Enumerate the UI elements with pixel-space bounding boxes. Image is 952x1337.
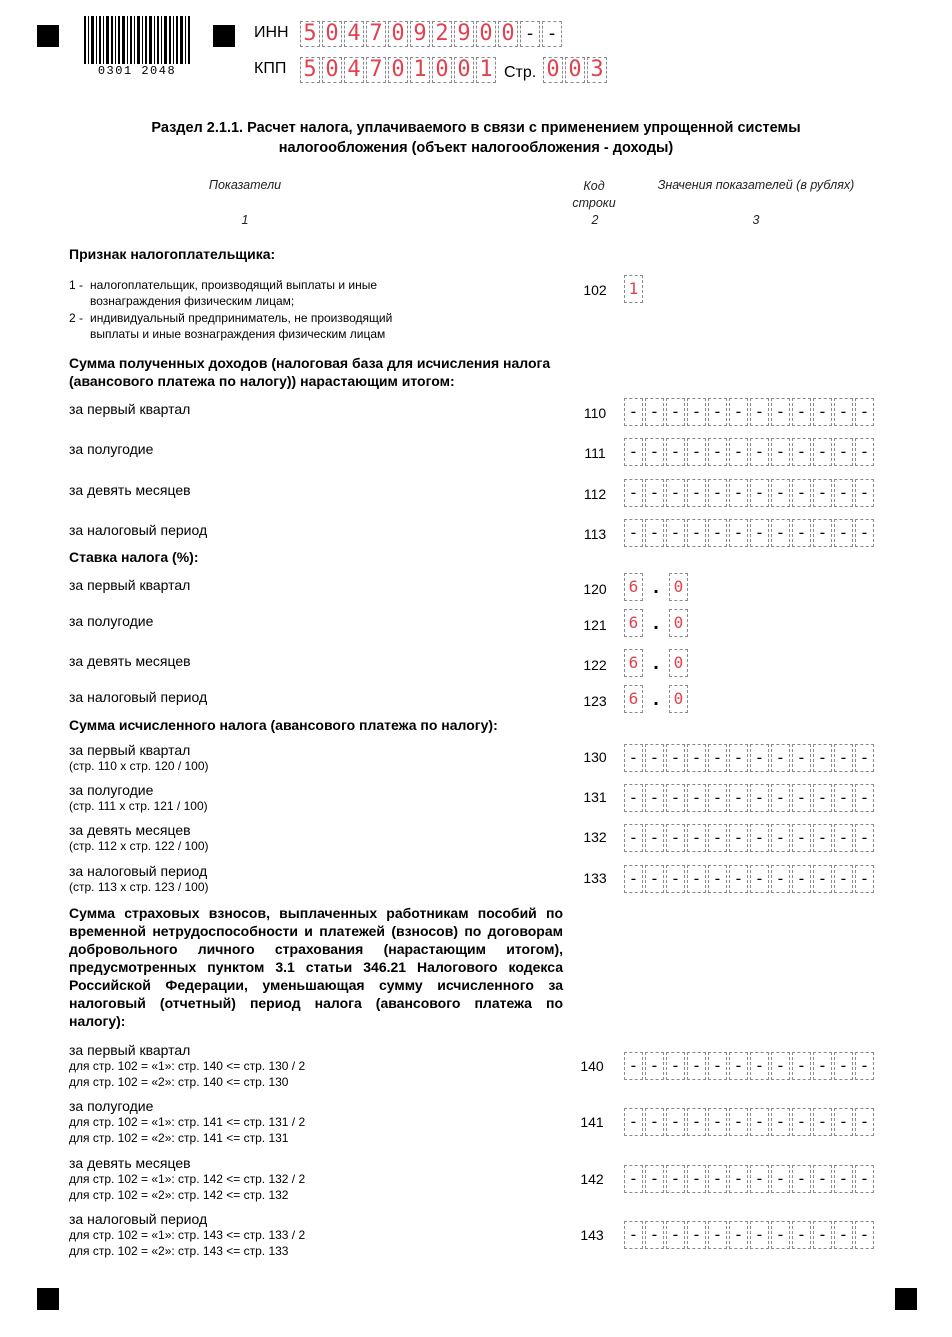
- rate-int-cells: [624, 609, 643, 637]
- amount-cell[interactable]: -: [708, 824, 727, 852]
- rate-decimal-point: .: [653, 576, 659, 598]
- amount-cell[interactable]: -: [771, 744, 790, 772]
- amount-cell[interactable]: -: [624, 1165, 643, 1193]
- kpp-cell[interactable]: 7: [366, 57, 386, 83]
- amount-cell[interactable]: -: [624, 438, 643, 466]
- amount-cell[interactable]: -: [666, 398, 685, 426]
- amount-cell[interactable]: -: [645, 744, 664, 772]
- kpp-cell[interactable]: 0: [454, 57, 474, 83]
- amount-cell[interactable]: -: [834, 824, 853, 852]
- col-header-code-line1: Код: [583, 179, 605, 193]
- tax-row-cells: [624, 744, 874, 772]
- amount-cell[interactable]: -: [645, 784, 664, 812]
- amount-cell[interactable]: -: [813, 865, 832, 893]
- amount-cell[interactable]: -: [645, 1165, 664, 1193]
- amount-cell[interactable]: -: [708, 1221, 727, 1249]
- income-row-label: за первый квартал: [69, 401, 191, 417]
- income-row-cells: [624, 398, 874, 426]
- amount-cell[interactable]: -: [645, 519, 664, 547]
- insurance-row-label: за первый квартал: [69, 1042, 191, 1058]
- amount-cell[interactable]: -: [771, 1052, 790, 1080]
- amount-cell[interactable]: -: [813, 479, 832, 507]
- inn-cells: [300, 21, 562, 47]
- amount-cell[interactable]: -: [624, 865, 643, 893]
- amount-cell[interactable]: -: [729, 1108, 748, 1136]
- amount-cell[interactable]: -: [729, 744, 748, 772]
- amount-cell[interactable]: -: [687, 824, 706, 852]
- income-row-cells: [624, 479, 874, 507]
- amount-cell[interactable]: -: [792, 1221, 811, 1249]
- amount-cell[interactable]: -: [687, 784, 706, 812]
- insurance-heading-line: предусмотренных пунктом 3.1 статьи 346.21 Налогового кодекса: [69, 959, 563, 975]
- amount-cell[interactable]: -: [729, 438, 748, 466]
- amount-cell[interactable]: -: [855, 744, 874, 772]
- amount-cell[interactable]: -: [666, 744, 685, 772]
- amount-cell[interactable]: -: [708, 1108, 727, 1136]
- amount-cell[interactable]: -: [855, 865, 874, 893]
- amount-cell[interactable]: -: [771, 784, 790, 812]
- rate-frac-cell[interactable]: 0: [669, 685, 688, 713]
- amount-cell[interactable]: -: [666, 1221, 685, 1249]
- insurance-row-condition-2: для стр. 102 = «2»: стр. 141 <= стр. 131: [69, 1131, 289, 1145]
- taxpayer-value-cell[interactable]: 1: [624, 275, 643, 303]
- code-102: 102: [583, 282, 607, 298]
- corner-marker-bottom-left: [37, 1288, 59, 1310]
- amount-cell[interactable]: -: [855, 519, 874, 547]
- rate-row-label: за полугодие: [69, 613, 154, 629]
- rate-int-cell[interactable]: 6: [624, 573, 643, 601]
- barcode: [84, 16, 190, 64]
- amount-cell[interactable]: -: [687, 1052, 706, 1080]
- income-row-code: 113: [583, 526, 607, 542]
- amount-cell[interactable]: -: [624, 1221, 643, 1249]
- amount-cell[interactable]: -: [624, 519, 643, 547]
- rate-decimal-point: .: [653, 688, 659, 710]
- rate-row-label: за девять месяцев: [69, 653, 191, 669]
- tax-row-formula: (стр. 110 х стр. 120 / 100): [69, 759, 209, 773]
- amount-cell[interactable]: -: [645, 1221, 664, 1249]
- amount-cell[interactable]: -: [855, 1108, 874, 1136]
- amount-cell[interactable]: -: [813, 744, 832, 772]
- amount-cell[interactable]: -: [813, 438, 832, 466]
- section-title-line1: Раздел 2.1.1. Расчет налога, уплачиваемого в связи с применением упрощенной системы: [151, 120, 801, 136]
- amount-cell[interactable]: -: [834, 1108, 853, 1136]
- inn-label: ИНН: [254, 24, 289, 41]
- tax-row-label: за первый квартал: [69, 742, 191, 758]
- amount-cell[interactable]: -: [750, 1221, 769, 1249]
- amount-cell[interactable]: -: [624, 824, 643, 852]
- amount-cell[interactable]: -: [792, 824, 811, 852]
- insurance-row-condition-1: для стр. 102 = «1»: стр. 141 <= стр. 131 / 2: [69, 1115, 306, 1129]
- amount-cell[interactable]: -: [834, 479, 853, 507]
- amount-cell[interactable]: -: [834, 398, 853, 426]
- amount-cell[interactable]: -: [834, 784, 853, 812]
- col-header-code: [564, 178, 624, 212]
- taxpayer-heading: Признак налогоплательщика:: [69, 246, 276, 262]
- amount-cell[interactable]: -: [666, 1165, 685, 1193]
- rate-frac-cells: [669, 573, 688, 601]
- insurance-row-cells: [624, 1108, 874, 1136]
- tax-row-cells: [624, 784, 874, 812]
- insurance-heading: [69, 904, 563, 1030]
- amount-cell[interactable]: -: [750, 398, 769, 426]
- inn-cell[interactable]: 7: [366, 21, 386, 47]
- amount-cell[interactable]: -: [708, 1052, 727, 1080]
- col-number-3: 3: [752, 213, 760, 227]
- kpp-cell[interactable]: 4: [344, 57, 364, 83]
- amount-cell[interactable]: -: [645, 824, 664, 852]
- insurance-row-code: 142: [580, 1171, 604, 1187]
- amount-cell[interactable]: -: [708, 865, 727, 893]
- tax-row-formula: (стр. 113 х стр. 123 / 100): [69, 880, 209, 894]
- insurance-row-condition-1: для стр. 102 = «1»: стр. 143 <= стр. 133 / 2: [69, 1228, 306, 1242]
- amount-cell[interactable]: -: [729, 784, 748, 812]
- kpp-cell[interactable]: 1: [410, 57, 430, 83]
- rate-heading: Ставка налога (%):: [69, 549, 199, 565]
- rate-int-cells: [624, 573, 643, 601]
- taxpayer-opt1-line1: налогоплательщик, производящий выплаты и иные: [90, 278, 378, 292]
- section-title: [0, 118, 952, 158]
- rate-row-label: за налоговый период: [69, 689, 208, 705]
- inn-cell[interactable]: -: [520, 21, 540, 47]
- amount-cell[interactable]: -: [813, 824, 832, 852]
- amount-cell[interactable]: -: [729, 519, 748, 547]
- tax-row-code: 133: [583, 870, 607, 886]
- rate-int-cell[interactable]: 6: [624, 685, 643, 713]
- amount-cell[interactable]: -: [792, 519, 811, 547]
- amount-cell[interactable]: -: [771, 1221, 790, 1249]
- insurance-heading-line: Российской Федерации, уменьшающая сумму исчисленного за: [69, 977, 563, 993]
- amount-cell[interactable]: -: [750, 1108, 769, 1136]
- amount-cell[interactable]: -: [624, 784, 643, 812]
- tax-row-cells: [624, 865, 874, 893]
- amount-cell[interactable]: -: [666, 1108, 685, 1136]
- amount-cell[interactable]: -: [645, 1052, 664, 1080]
- income-row-label: за налоговый период: [69, 522, 208, 538]
- amount-cell[interactable]: -: [834, 519, 853, 547]
- amount-cell[interactable]: -: [687, 865, 706, 893]
- rate-frac-cells: [669, 649, 688, 677]
- kpp-cell[interactable]: 5: [300, 57, 320, 83]
- amount-cell[interactable]: -: [834, 744, 853, 772]
- taxpayer-opt2-line1: индивидуальный предприниматель, не производящий: [90, 311, 393, 325]
- rate-frac-cells: [669, 685, 688, 713]
- insurance-row-condition-1: для стр. 102 = «1»: стр. 140 <= стр. 130 / 2: [69, 1059, 306, 1073]
- col-number-1: 1: [241, 213, 249, 227]
- kpp-cells: [300, 57, 496, 83]
- amount-cell[interactable]: -: [708, 479, 727, 507]
- amount-cell[interactable]: -: [750, 519, 769, 547]
- kpp-label: КПП: [254, 60, 287, 77]
- taxpayer-value-cells: [624, 275, 643, 303]
- rate-frac-cell[interactable]: 0: [669, 609, 688, 637]
- taxpayer-opt2-text: [90, 310, 392, 342]
- amount-cell[interactable]: -: [813, 784, 832, 812]
- amount-cell[interactable]: -: [771, 398, 790, 426]
- tax-row-label: за налоговый период: [69, 863, 208, 879]
- kpp-cell[interactable]: 0: [322, 57, 342, 83]
- insurance-heading-line: добровольного личного страхования (нарастающим итогом),: [69, 941, 563, 957]
- rate-row-label: за первый квартал: [69, 577, 191, 593]
- amount-cell[interactable]: -: [687, 1165, 706, 1193]
- kpp-cell[interactable]: 0: [432, 57, 452, 83]
- taxpayer-opt2-line2: выплаты и иные вознаграждения физическим лицам: [90, 327, 386, 341]
- inn-cell[interactable]: 2: [432, 21, 452, 47]
- page-cells: [543, 57, 607, 83]
- amount-cell[interactable]: -: [624, 1052, 643, 1080]
- amount-cell[interactable]: -: [771, 438, 790, 466]
- amount-cell[interactable]: -: [645, 865, 664, 893]
- corner-marker-bottom-right: [895, 1288, 917, 1310]
- rate-decimal-point: .: [653, 612, 659, 634]
- income-heading-line2: (авансового платежа по налогу)) нарастающим итогом:: [69, 373, 455, 389]
- col-header-code-line2: строки: [572, 196, 616, 210]
- inn-cell[interactable]: 4: [344, 21, 364, 47]
- amount-cell[interactable]: -: [687, 398, 706, 426]
- col-header-indicators: Показатели: [208, 178, 282, 192]
- col-number-2: 2: [591, 213, 599, 227]
- insurance-row-cells: [624, 1052, 874, 1080]
- income-row-code: 112: [583, 486, 607, 502]
- amount-cell[interactable]: -: [750, 744, 769, 772]
- amount-cell[interactable]: -: [813, 1221, 832, 1249]
- income-row-cells: [624, 519, 874, 547]
- amount-cell[interactable]: -: [855, 784, 874, 812]
- rate-int-cells: [624, 649, 643, 677]
- inn-cell[interactable]: 0: [322, 21, 342, 47]
- insurance-heading-line: налоговый (отчетный) период налога (авансового платежа по: [69, 995, 563, 1011]
- amount-cell[interactable]: -: [750, 865, 769, 893]
- amount-cell[interactable]: -: [792, 744, 811, 772]
- rate-int-cell[interactable]: 6: [624, 609, 643, 637]
- insurance-heading-line: налогу):: [69, 1013, 126, 1029]
- amount-cell[interactable]: -: [666, 438, 685, 466]
- insurance-row-condition-1: для стр. 102 = «1»: стр. 142 <= стр. 132 / 2: [69, 1172, 306, 1186]
- amount-cell[interactable]: -: [645, 479, 664, 507]
- amount-cell[interactable]: -: [729, 824, 748, 852]
- insurance-row-code: 141: [580, 1114, 604, 1130]
- insurance-row-label: за полугодие: [69, 1098, 154, 1114]
- insurance-row-cells: [624, 1165, 874, 1193]
- amount-cell[interactable]: -: [855, 1165, 874, 1193]
- amount-cell[interactable]: -: [687, 438, 706, 466]
- inn-cell[interactable]: -: [542, 21, 562, 47]
- page-cell[interactable]: 3: [587, 57, 607, 83]
- insurance-row-condition-2: для стр. 102 = «2»: стр. 142 <= стр. 132: [69, 1188, 289, 1202]
- amount-cell[interactable]: -: [834, 438, 853, 466]
- amount-cell[interactable]: -: [645, 1108, 664, 1136]
- amount-cell[interactable]: -: [687, 479, 706, 507]
- tax-row-label: за девять месяцев: [69, 822, 191, 838]
- amount-cell[interactable]: -: [708, 784, 727, 812]
- amount-cell[interactable]: -: [771, 519, 790, 547]
- insurance-row-code: 143: [580, 1227, 604, 1243]
- rate-row-code: 122: [583, 657, 607, 673]
- insurance-heading-line: Сумма страховых взносов, выплаченных работникам пособий по: [69, 905, 563, 921]
- page-cell[interactable]: 0: [543, 57, 563, 83]
- taxpayer-opt1-text: [90, 277, 377, 309]
- insurance-row-label: за девять месяцев: [69, 1155, 191, 1171]
- taxpayer-opt2-num: 2 -: [69, 311, 84, 325]
- corner-marker-top-left: [37, 25, 59, 47]
- amount-cell[interactable]: -: [792, 398, 811, 426]
- taxpayer-opt1-line2: вознаграждения физическим лицам;: [90, 294, 295, 308]
- amount-cell[interactable]: -: [750, 784, 769, 812]
- income-row-code: 111: [584, 445, 606, 461]
- amount-cell[interactable]: -: [624, 744, 643, 772]
- amount-cell[interactable]: -: [666, 1052, 685, 1080]
- amount-cell[interactable]: -: [666, 479, 685, 507]
- insurance-heading-line: временной нетрудоспособности и платежей (взносов) по договорам: [69, 923, 563, 939]
- rate-frac-cell[interactable]: 0: [669, 649, 688, 677]
- rate-frac-cells: [669, 609, 688, 637]
- kpp-cell[interactable]: 1: [476, 57, 496, 83]
- corner-marker-top-right: [213, 25, 235, 47]
- amount-cell[interactable]: -: [771, 1108, 790, 1136]
- amount-cell[interactable]: -: [708, 744, 727, 772]
- amount-cell[interactable]: -: [708, 519, 727, 547]
- amount-cell[interactable]: -: [687, 519, 706, 547]
- income-row-code: 110: [583, 405, 607, 421]
- amount-cell[interactable]: -: [645, 398, 664, 426]
- amount-cell[interactable]: -: [750, 1052, 769, 1080]
- insurance-row-cells: [624, 1221, 874, 1249]
- amount-cell[interactable]: -: [624, 1108, 643, 1136]
- amount-cell[interactable]: -: [792, 1165, 811, 1193]
- amount-cell[interactable]: -: [624, 398, 643, 426]
- amount-cell[interactable]: -: [729, 398, 748, 426]
- section-title-line2: налогообложения (объект налогообложения - доходы): [278, 140, 674, 156]
- amount-cell[interactable]: -: [729, 865, 748, 893]
- insurance-row-code: 140: [580, 1058, 604, 1074]
- amount-cell[interactable]: -: [687, 744, 706, 772]
- amount-cell[interactable]: -: [750, 438, 769, 466]
- amount-cell[interactable]: -: [834, 1165, 853, 1193]
- amount-cell[interactable]: -: [771, 824, 790, 852]
- amount-cell[interactable]: -: [813, 1052, 832, 1080]
- amount-cell[interactable]: -: [813, 1165, 832, 1193]
- rate-frac-cell[interactable]: 0: [669, 573, 688, 601]
- income-row-label: за девять месяцев: [69, 482, 191, 498]
- amount-cell[interactable]: -: [834, 1052, 853, 1080]
- income-heading: [69, 354, 550, 390]
- barcode-number: 0301 2048: [97, 64, 177, 78]
- rate-row-code: 120: [583, 581, 607, 597]
- amount-cell[interactable]: -: [624, 479, 643, 507]
- amount-cell[interactable]: -: [771, 479, 790, 507]
- page-label: Стр.: [504, 64, 537, 81]
- amount-cell[interactable]: -: [729, 1221, 748, 1249]
- amount-cell[interactable]: -: [645, 438, 664, 466]
- amount-cell[interactable]: -: [792, 1108, 811, 1136]
- amount-cell[interactable]: -: [666, 784, 685, 812]
- amount-cell[interactable]: -: [855, 479, 874, 507]
- amount-cell[interactable]: -: [750, 1165, 769, 1193]
- amount-cell[interactable]: -: [729, 1165, 748, 1193]
- tax-row-cells: [624, 824, 874, 852]
- col-header-values: Значения показателей (в рублях): [657, 178, 855, 192]
- tax-row-formula: (стр. 111 х стр. 121 / 100): [69, 799, 208, 813]
- amount-cell[interactable]: -: [855, 398, 874, 426]
- amount-cell[interactable]: -: [834, 1221, 853, 1249]
- amount-cell[interactable]: -: [792, 438, 811, 466]
- amount-cell[interactable]: -: [750, 824, 769, 852]
- page-cell[interactable]: 0: [565, 57, 585, 83]
- rate-row-code: 121: [583, 617, 607, 633]
- amount-cell[interactable]: -: [687, 1221, 706, 1249]
- amount-cell[interactable]: -: [708, 1165, 727, 1193]
- income-row-cells: [624, 438, 874, 466]
- insurance-row-condition-2: для стр. 102 = «2»: стр. 140 <= стр. 130: [69, 1075, 289, 1089]
- amount-cell[interactable]: -: [729, 1052, 748, 1080]
- amount-cell[interactable]: -: [666, 865, 685, 893]
- inn-cell[interactable]: 0: [388, 21, 408, 47]
- tax-row-label: за полугодие: [69, 782, 154, 798]
- taxpayer-opt1-num: 1 -: [69, 278, 84, 292]
- amount-cell[interactable]: -: [813, 1108, 832, 1136]
- inn-cell[interactable]: 5: [300, 21, 320, 47]
- amount-cell[interactable]: -: [771, 1165, 790, 1193]
- amount-cell[interactable]: -: [771, 865, 790, 893]
- amount-cell[interactable]: -: [792, 1052, 811, 1080]
- amount-cell[interactable]: -: [666, 824, 685, 852]
- income-row-label: за полугодие: [69, 441, 154, 457]
- amount-cell[interactable]: -: [792, 865, 811, 893]
- tax-row-code: 130: [583, 749, 607, 765]
- inn-cell[interactable]: 0: [476, 21, 496, 47]
- rate-int-cells: [624, 685, 643, 713]
- tax-row-code: 131: [583, 789, 607, 805]
- inn-cell[interactable]: 9: [410, 21, 430, 47]
- kpp-cell[interactable]: 0: [388, 57, 408, 83]
- amount-cell[interactable]: -: [708, 438, 727, 466]
- amount-cell[interactable]: -: [750, 479, 769, 507]
- amount-cell[interactable]: -: [855, 824, 874, 852]
- amount-cell[interactable]: -: [855, 1221, 874, 1249]
- income-heading-line1: Сумма полученных доходов (налоговая база для исчисления налога: [69, 355, 551, 371]
- amount-cell[interactable]: -: [792, 479, 811, 507]
- amount-cell[interactable]: -: [666, 519, 685, 547]
- rate-decimal-point: .: [653, 652, 659, 674]
- rate-int-cell[interactable]: 6: [624, 649, 643, 677]
- tax-row-formula: (стр. 112 х стр. 122 / 100): [69, 839, 209, 853]
- amount-cell[interactable]: -: [855, 438, 874, 466]
- amount-cell[interactable]: -: [708, 398, 727, 426]
- amount-cell[interactable]: -: [729, 479, 748, 507]
- amount-cell[interactable]: -: [855, 1052, 874, 1080]
- amount-cell[interactable]: -: [813, 519, 832, 547]
- amount-cell[interactable]: -: [813, 398, 832, 426]
- amount-cell[interactable]: -: [834, 865, 853, 893]
- tax-heading: Сумма исчисленного налога (авансового платежа по налогу):: [69, 717, 498, 733]
- inn-cell[interactable]: 9: [454, 21, 474, 47]
- insurance-row-condition-2: для стр. 102 = «2»: стр. 143 <= стр. 133: [69, 1244, 289, 1258]
- inn-cell[interactable]: 0: [498, 21, 518, 47]
- amount-cell[interactable]: -: [792, 784, 811, 812]
- rate-row-code: 123: [583, 693, 607, 709]
- insurance-row-label: за налоговый период: [69, 1211, 208, 1227]
- amount-cell[interactable]: -: [687, 1108, 706, 1136]
- tax-row-code: 132: [583, 829, 607, 845]
